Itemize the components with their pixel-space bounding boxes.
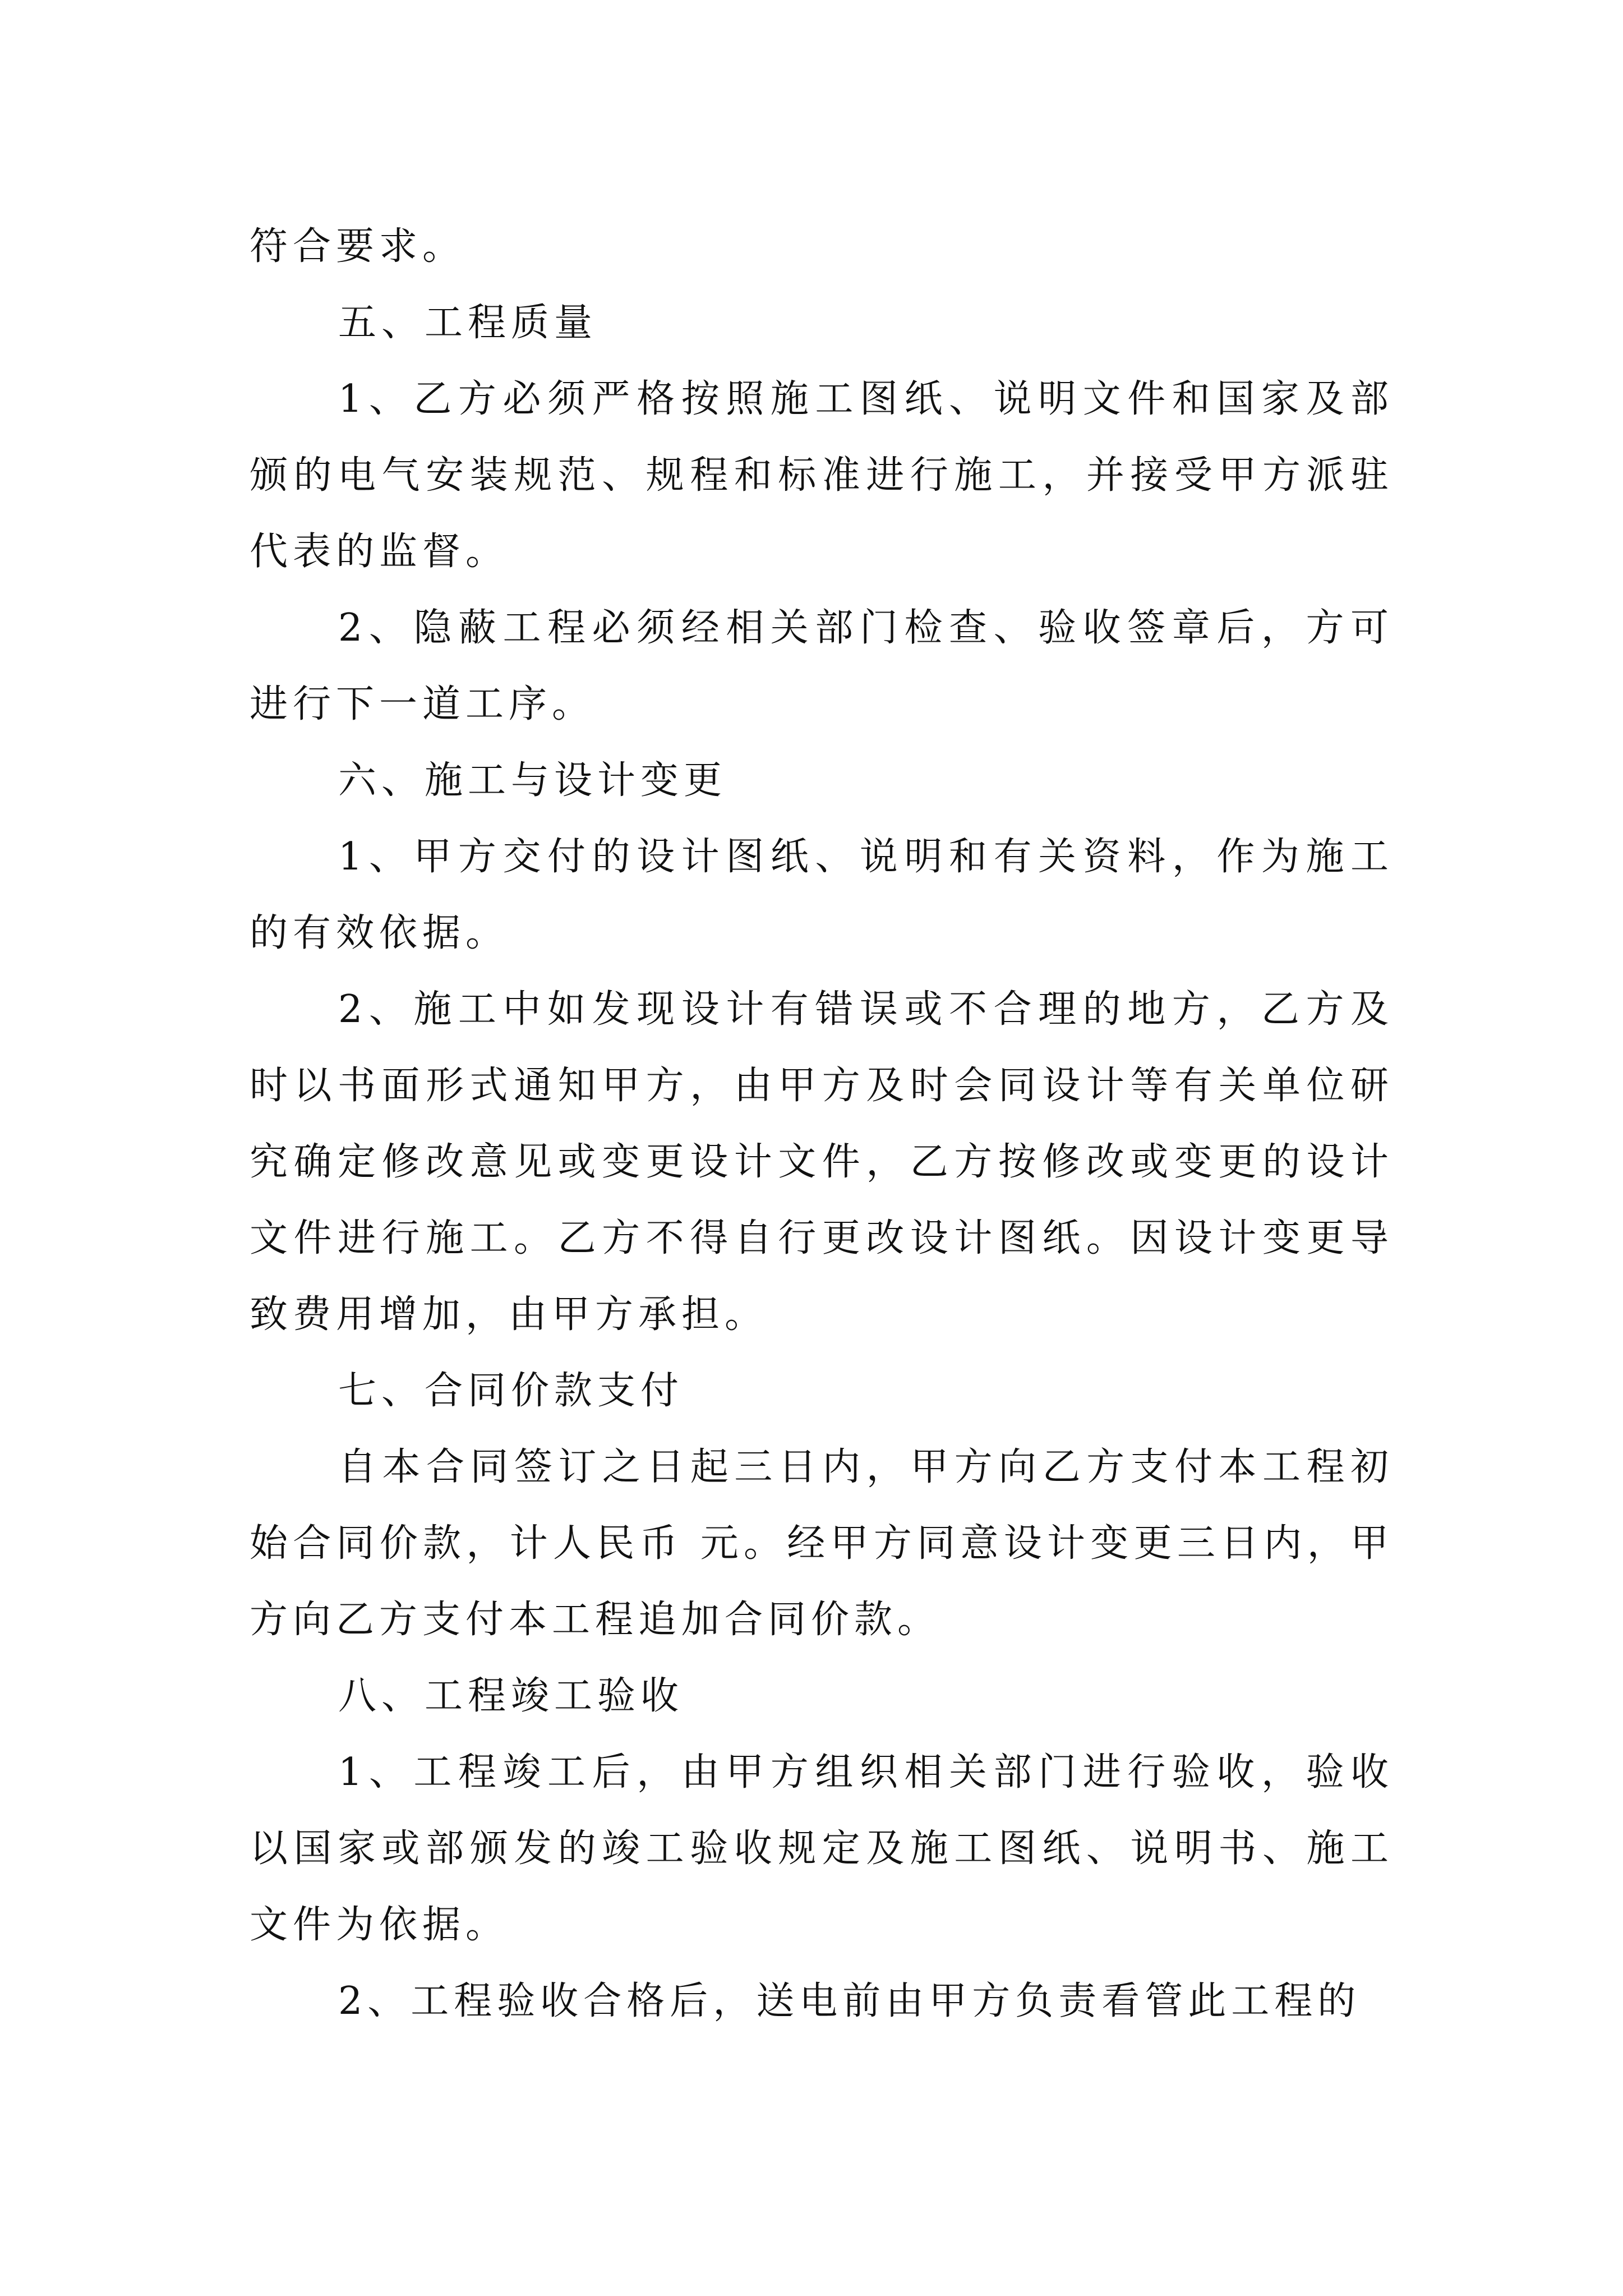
section-heading-design-change: 六、施工与设计变更 bbox=[338, 758, 727, 803]
paragraph-acceptance-1: 1、工程竣工后，由甲方组织相关部门进行验收，验收以国家或部颁发的竣工验收规定及施工图纸、说明书、施工文件为依据。 bbox=[250, 1750, 1394, 1947]
paragraph-design-change-2: 2、施工中如发现设计有错误或不合理的地方，乙方及时以书面形式通知甲方，由甲方及时会同设计等有关单位研究确定修改意见或变更设计文件，乙方按修改或变更的设计文件进行施工。乙方不得自行更改设计图纸。因设计变更导致费用增加，由甲方承担。 bbox=[250, 987, 1394, 1337]
section-heading-quality: 五、工程质量 bbox=[338, 301, 598, 345]
paragraph-quality-2: 2、隐蔽工程必须经相关部门检查、验收签章后，方可进行下一道工序。 bbox=[250, 606, 1394, 726]
document-body bbox=[250, 209, 1394, 2040]
paragraph-quality-1: 1、乙方必须严格按照施工图纸、说明文件和国家及部颁的电气安装规范、规程和标准进行施工，并接受甲方派驻代表的监督。 bbox=[250, 377, 1394, 574]
paragraph-design-change-1: 1、甲方交付的设计图纸、说明和有关资料，作为施工的有效依据。 bbox=[250, 835, 1394, 955]
paragraph-payment: 自本合同签订之日起三日内，甲方向乙方支付本工程初始合同价款，计人民币 元。经甲方同意设计变更三日内，甲方向乙方支付本工程追加合同价款。 bbox=[250, 1445, 1394, 1642]
section-heading-acceptance: 八、工程竣工验收 bbox=[338, 1674, 684, 1718]
paragraph-continuation: 符合要求。 bbox=[250, 224, 466, 269]
section-heading-payment: 七、合同价款支付 bbox=[338, 1369, 684, 1413]
paragraph-acceptance-2: 2、工程验收合格后，送电前由甲方负责看管此工程的 bbox=[338, 1979, 1361, 2023]
